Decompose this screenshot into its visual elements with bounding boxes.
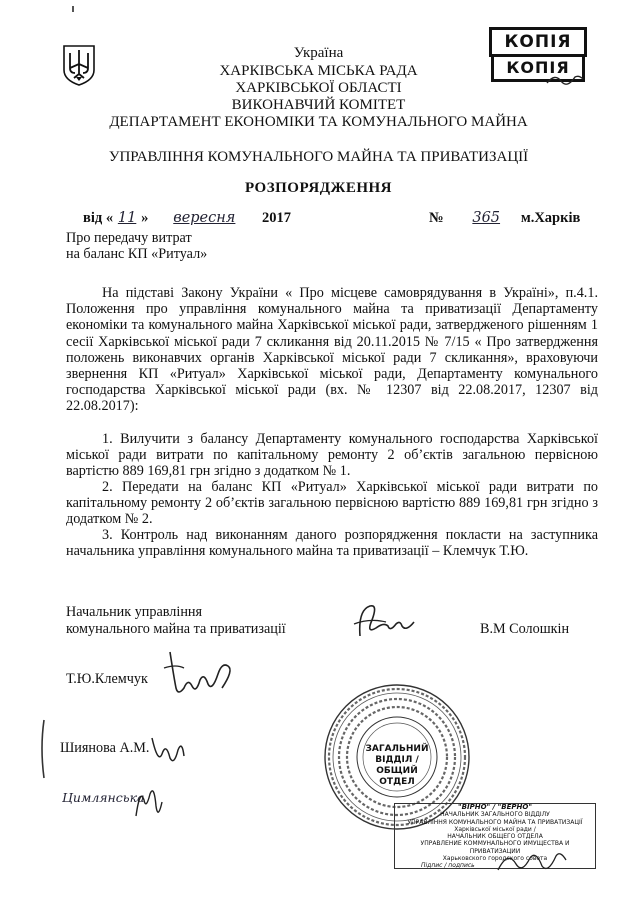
head-signature bbox=[350, 600, 422, 646]
copy-stamp-line2: КОПІЯ bbox=[491, 54, 585, 82]
margin-bracket bbox=[38, 718, 46, 780]
approver-1: Т.Ю.Клемчук bbox=[66, 671, 148, 687]
verify-line3: УПРАВЛІННЯ КОМУНАЛЬНОГО МАЙНА ТА ПРИВАТИЗАЦІЇ bbox=[407, 818, 583, 826]
seal-center-line3: ОБЩИЙ ОТДЕЛ bbox=[376, 766, 418, 787]
subject-line1: Про передачу витрат bbox=[66, 230, 192, 246]
verify-line8: Підпис / подпись bbox=[421, 862, 475, 870]
copy-stamp-signature bbox=[545, 71, 585, 87]
verify-signature bbox=[494, 846, 570, 878]
date-month: вересня bbox=[173, 210, 236, 226]
subject-line2: на баланс КП «Ритуал» bbox=[66, 246, 208, 262]
approver-1-signature bbox=[162, 648, 240, 700]
approver-3-signature bbox=[132, 780, 166, 822]
document-number bbox=[429, 210, 580, 227]
body-item-1: 1. Вилучити з балансу Департаменту комунального господарства Харківської міської ради витрати по капітальному ремонту 2 об’єктів загальною первісною вартістю 889 169,81 грн згідно з додатком № 1. bbox=[66, 431, 598, 480]
number-label: № bbox=[429, 210, 444, 226]
number-value: 365 bbox=[472, 210, 501, 226]
body-item-3: 3. Контроль над виконанням даного розпорядження покласти на заступника начальника управління комунального майна та приватизації – Клемчук Т.Ю. bbox=[66, 527, 598, 560]
copy-stamp bbox=[489, 27, 583, 85]
signature-title-line1: Начальник управління bbox=[66, 604, 203, 620]
signature-title-line2: комунального майна та приватизації bbox=[66, 621, 286, 637]
verify-line7: Харьковского городского совета bbox=[442, 855, 548, 863]
approver-3: Цимлянська bbox=[62, 790, 145, 805]
body-intro: На підставі Закону України « Про місцеве самоврядування в Україні», п.4.1. Положення про управління комунального майна та приватизації Департаменту економіки та комунального майна Харківської міської ради, затвердженого рішенням 1 сесії Харківської міської ради 7 скликання від 20.11.2015 № 7/15 « Про затвердження положень виконавчих органів Харківської міської ради 7 скликання», враховуючи звернення КП «Ритуал» Харківської міської ради, Департаменту комунального господарства Харківської міської ради (вх. № 12307 від 22.08.2017, 12307 від 22.08.2017): bbox=[66, 285, 598, 415]
signatory-name: В.М Солошкін bbox=[480, 621, 570, 637]
header-department: ДЕПАРТАМЕНТ ЕКОНОМІКИ ТА КОМУНАЛЬНОГО МАЙНА bbox=[109, 114, 528, 130]
scan-speck bbox=[72, 6, 74, 12]
approver-2-signature bbox=[148, 730, 188, 770]
seal-center-line1: ЗАГАЛЬНИЙ bbox=[365, 744, 429, 754]
verify-line4: Харківської міської ради / bbox=[454, 825, 536, 833]
city: м.Харків bbox=[520, 210, 581, 226]
verify-line2: НАЧАЛЬНИК ЗАГАЛЬНОГО ВІДДІЛУ bbox=[440, 811, 550, 819]
date-mid: » bbox=[141, 210, 149, 226]
header-directorate: УПРАВЛІННЯ КОМУНАЛЬНОГО МАЙНА ТА ПРИВАТИЗАЦІЇ bbox=[108, 149, 529, 165]
date-year: 2017 bbox=[261, 210, 291, 226]
verify-line5: НАЧАЛЬНИК ОБЩЕГО ОТДЕЛА bbox=[447, 833, 543, 841]
body-item-2: 2. Передати на баланс КП «Ритуал» Харківської міської ради витрати по капітальному ремонту 2 об’єктів загальною первісною вартістю 889 169,81 грн згідно з додатком № 2. bbox=[66, 479, 598, 528]
document-date bbox=[83, 210, 291, 227]
seal-center-line2: ВІДДІЛ / bbox=[375, 755, 419, 765]
verify-line1: "ВІРНО" / "ВЕРНО" bbox=[458, 803, 532, 811]
header-committee: ВИКОНАВЧИЙ КОМІТЕТ bbox=[231, 97, 406, 113]
date-day: 11 bbox=[117, 210, 137, 226]
date-prefix: від « bbox=[83, 210, 114, 226]
seal-center-text bbox=[362, 744, 432, 788]
header-council: ХАРКІВСЬКА МІСЬКА РАДА bbox=[219, 63, 418, 79]
copy-stamp-line1: КОПІЯ bbox=[489, 27, 587, 57]
verify-line6: УПРАВЛЕНИЕ КОММУНАЛЬНОГО ИМУЩЕСТВА И ПРИВАТИЗАЦИИ bbox=[420, 840, 570, 855]
header-country: Україна bbox=[293, 45, 344, 61]
header-region: ХАРКІВСЬКОЇ ОБЛАСТІ bbox=[235, 80, 402, 96]
document-type: РОЗПОРЯДЖЕННЯ bbox=[244, 180, 393, 196]
approver-2: Шиянова А.М. bbox=[60, 740, 150, 756]
